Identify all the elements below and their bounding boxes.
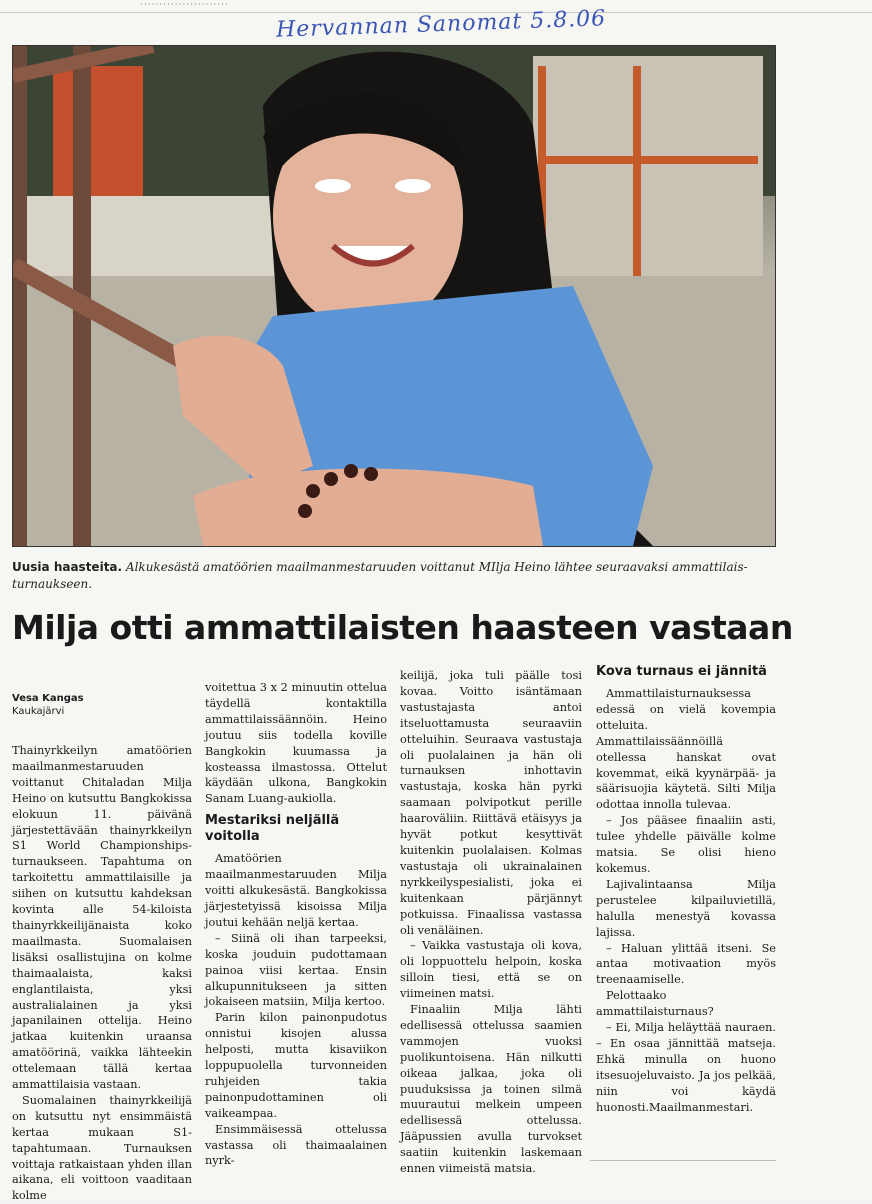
paragraph: Ensimmäisessä ottelussa vastassa oli thaimaalainen nyrk- <box>205 1122 387 1168</box>
caption-lead: Uusia haasteita. <box>12 560 123 574</box>
paragraph: voitettua 3 x 2 minuutin ottelua täydellä kontaktilla ammattilaissäännöin. Heino joutuu siis todella koville Bangkokin kuumassa ja kosteassa ilmastossa. Ottelut käydään ulkona, Bangkokin Sanam Luang-aukiolla. <box>205 681 387 806</box>
paragraph: Parin kilon painonpudotus onnistui kisojen alussa helposti, mutta kisaviikon loppupuolella turvonneiden ruhjeiden takia painonpudottaminen oli vaikeampaa. <box>205 1011 387 1120</box>
subheading-mestariksi: Mestariksi neljällä voitolla <box>205 813 340 845</box>
photo-caption <box>12 559 774 593</box>
paragraph: Lajivalintaansa Milja perustelee kilpailuvietillä, halulla menestyä kovassa lajissa. <box>596 877 776 939</box>
paragraph: – Haluan ylittää itseni. Se antaa motivaation myös treenaamiselle. <box>596 941 776 987</box>
paragraph: Finaaliin Milja lähti edellisessä ottelussa saamien vammojen vuoksi puolikuntoisena. Hän nilkutti oikeaa jalkaa, joka oli puuduksissa ja toinen silmä muurautui melkein umpeen edellisessä ottelussa. Jääpussien avulla turvokset saatiin kuitenkin laskemaan ennen viimeistä matsia. <box>400 1003 582 1176</box>
article-photo <box>12 45 776 547</box>
photo-illustration <box>13 46 775 546</box>
author-location: Kaukajärvi <box>12 706 65 717</box>
article-column-1 <box>12 692 192 1204</box>
paragraph: – Ei, Milja heläyttää nauraen. – En osaa jännittää matseja. Ehkä minulla on huono itsesuojeluvaisto. Ja jos pelkää, niin voi käydä huonosti.Maailmanmestari. <box>596 1021 776 1114</box>
article-column-2 <box>205 680 387 1169</box>
paragraph: Pelottaako ammattilaisturnaus? <box>596 989 714 1019</box>
paragraph: Ammattilaisturnauksessa edessä on vielä kovempia otteluita. Ammattilaissäännöillä otellessa hanskat ovat kovemmat, eikä kyynärpää- ja säärisuojia käytetä. Silti Milja odottaa innolla tulevaa. <box>596 687 776 812</box>
article-column-4 <box>596 664 776 1115</box>
article-headline: Milja otti ammattilaisten haasteen vastaan <box>12 608 793 647</box>
author-name: Vesa Kangas <box>12 693 84 704</box>
caption-text: Alkukesästä amatöörien maailmanmestaruuden voittanut MIlja Heino lähtee seuraavaksi ammattilais-turnaukseen. <box>12 560 748 591</box>
paragraph: Amatöörien maailmanmestaruuden Milja voitti alkukesästä. Bangkokissa järjestetyissä kisoissa Milja joutui kehään neljä kertaa. <box>205 852 387 929</box>
paragraph: – Jos pääsee finaaliin asti, tulee yhdelle päivälle kolme matsia. Se olisi hieno kokemus. <box>596 814 776 875</box>
byline <box>12 692 192 718</box>
handwritten-note: Hervannan Sanomat 5.8.06 <box>275 6 607 43</box>
paragraph: Thainyrkkeilyn amatöörien maailmanmestaruuden voittanut Chitaladan Milja Heino on kutsuttu Bangkokissa elokuun 11. päivänä järjestettävään thainyrkkeilyn S1 World Championships-turnaukseen. Tapahtuma on tarkoitettu ammattilaisille ja siihen on kutsuttu kahdeksan kovinta alle 54-kiloista thainyrkkeilijänaista koko maailmasta. Suomalaisen lisäksi osallistujina on kolme thaimaalaista, kaksi englantilaista, yksi australialainen ja yksi japanilainen ottelija. Heino jatkaa kuitenkin uraansa amatöörinä, vaikka lähteekin ottelemaan tällä kertaa ammattilaisia vastaan. <box>12 744 192 1092</box>
top-mark: ······················· <box>140 0 229 10</box>
paragraph: – Siinä oli ihan tarpeeksi, koska jouduin pudottamaan painoa viisi kertaa. Ensin alkupunnitukseen ja sitten jokaiseen matsiin, Milja kertoo. <box>205 931 387 1009</box>
paragraph: keilijä, joka tuli päälle tosi kovaa. Voitto isäntämaan vastustajasta antoi itseluottamusta seuraaviin otteluihin. Seuraava vastustaja oli puolalainen ja hän oli turnauksen inhottavin vastustaja, koska hän pyrki saamaan polvipotkut perille haaroväliin. Riittävä etäisyys ja hyvät potkut kesyttivät kuitenkin puolalaisen. Kolmas vastustaja oli ukrainalainen nyrkkeilyspesialisti, joka ei kuitenkaan pärjännyt potkuissa. Finaalissa vastassa oli venäläinen. <box>400 669 582 937</box>
paragraph: – Vaikka vastustaja oli kova, oli loppuottelu helpoin, koska silloin tiesi, että se on viimeinen matsi. <box>400 939 582 1001</box>
article-column-3 <box>400 668 582 1177</box>
footer-rule <box>590 1160 776 1161</box>
subheading-kova-turnaus: Kova turnaus ei jännitä <box>596 664 767 679</box>
paragraph: Suomalainen thainyrkkeilijä on kutsuttu nyt ensimmäistä kertaa mukaan S1-tapahtumaan. Turnauksen voittaja ratkaistaan yhden illan aikana, eli voittoon vaaditaan kolme <box>12 1093 192 1203</box>
